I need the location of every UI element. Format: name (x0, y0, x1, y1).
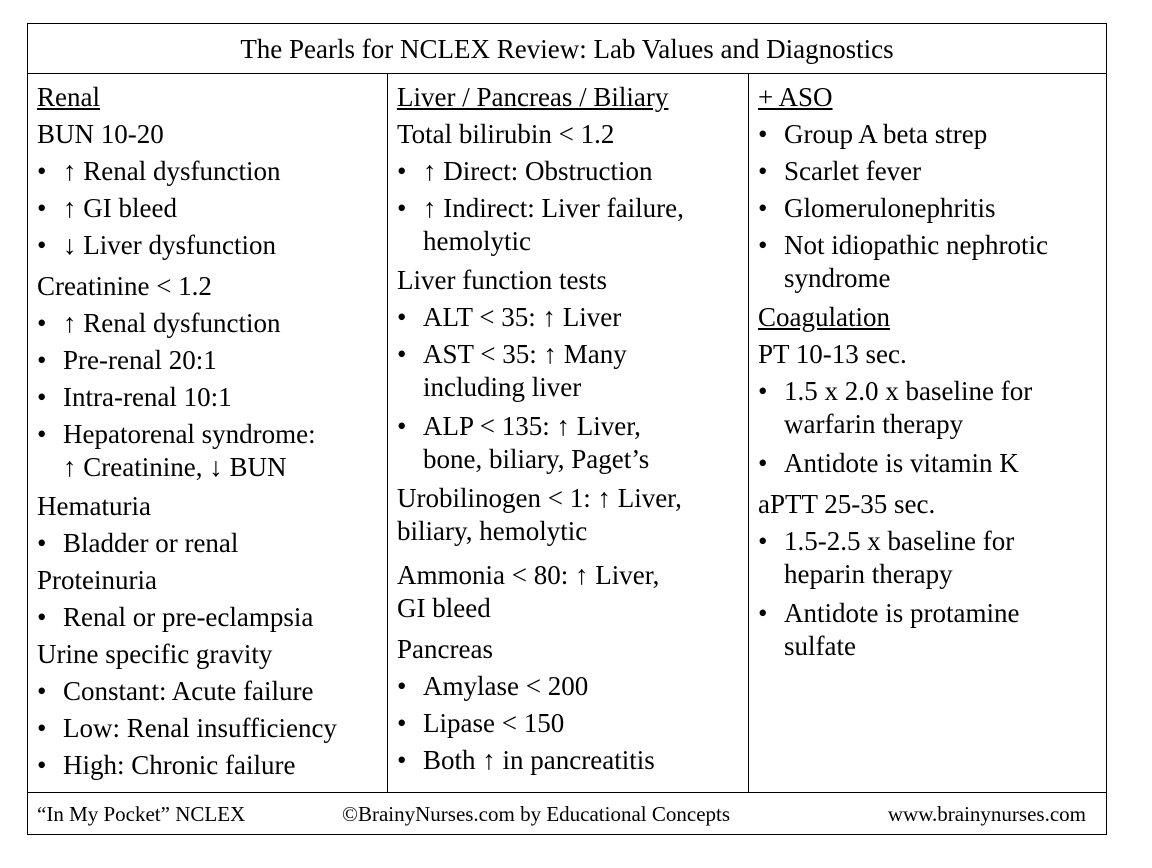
nephrotic-line-2: syndrome (784, 263, 891, 293)
page-title: The Pearls for NCLEX Review: Lab Values and Diagnostics (28, 24, 1106, 74)
list-item: • ↑ Renal dysfunction (37, 155, 387, 192)
indirect-line-2: hemolytic (423, 226, 531, 256)
nephrotic-line-1: • Not idiopathic nephrotic (784, 230, 1048, 260)
renal-header: Renal (37, 82, 100, 112)
hepatorenal-line-2: ↑ Creatinine, ↓ BUN (63, 452, 287, 482)
coagulation-header: Coagulation (758, 302, 890, 332)
list-item: • ↑ Direct: Obstruction (397, 155, 748, 192)
lft-label: Liver function tests (397, 265, 607, 295)
bilirubin-label: Total bilirubin < 1.2 (397, 119, 615, 149)
aptt-line-1: • 1.5-2.5 x baseline for (784, 526, 1015, 556)
list-item: • Lipase < 150 (397, 707, 748, 744)
footer (28, 792, 1106, 834)
hepatorenal-line-1: • Hepatorenal syndrome: (63, 419, 316, 449)
list-item: • ↑ GI bleed (37, 192, 387, 229)
list-item: • Pre-renal 20:1 (37, 344, 387, 381)
list-item: • ↓ Liver dysfunction (37, 229, 387, 266)
pt-label: PT 10-13 sec. (758, 339, 907, 369)
creatinine-label: Creatinine < 1.2 (37, 271, 212, 301)
indirect-line-1: • ↑ Indirect: Liver failure, (423, 193, 684, 223)
footer-left: “In My Pocket” NCLEX (37, 802, 246, 826)
pt-line-1: • 1.5 x 2.0 x baseline for (784, 376, 1033, 406)
list-item: • Amylase < 200 (397, 670, 748, 707)
list-item: • Both ↑ in pancreatitis (397, 744, 748, 781)
list-item (758, 229, 1106, 301)
list-item (37, 418, 387, 490)
list-item (758, 525, 1106, 597)
list-item: • Bladder or renal (37, 527, 387, 564)
ammonia-line-2: GI bleed (397, 593, 491, 623)
list-item: • ALT < 35: ↑ Liver (397, 301, 748, 338)
list-item: • Renal or pre-eclampsia (37, 601, 387, 638)
list-item: • Constant: Acute failure (37, 675, 387, 712)
urobilinogen-block (397, 482, 748, 559)
aso-coag-column (749, 74, 1106, 792)
list-item (397, 410, 748, 482)
list-item: • Intra-renal 10:1 (37, 381, 387, 418)
usg-label: Urine specific gravity (37, 639, 273, 669)
bun-label: BUN 10-20 (37, 119, 164, 149)
aptt-line-4: sulfate (784, 631, 856, 661)
list-item: • ↑ Renal dysfunction (37, 307, 387, 344)
footer-copyright: ©BrainyNurses.com by Educational Concepts (342, 802, 731, 826)
list-item (758, 375, 1106, 447)
aptt-label: aPTT 25-35 sec. (758, 489, 936, 519)
aptt-line-3: • Antidote is protamine (784, 598, 1020, 628)
list-item: • High: Chronic failure (37, 749, 387, 786)
ast-line-1: • AST < 35: ↑ Many (423, 339, 627, 369)
footer-website: www.brainynurses.com (887, 802, 1086, 826)
hematuria-label: Hematuria (37, 491, 151, 521)
pearls-card (27, 23, 1107, 835)
liver-header: Liver / Pancreas / Biliary (397, 82, 669, 112)
list-item: • Low: Renal insufficiency (37, 712, 387, 749)
list-item (758, 597, 1106, 669)
alp-line-1: • ALP < 135: ↑ Liver, (423, 411, 641, 441)
ammonia-line-1: Ammonia < 80: ↑ Liver, (397, 560, 660, 590)
aptt-line-2: heparin therapy (784, 559, 953, 589)
alp-line-2: bone, biliary, Paget’s (423, 444, 650, 474)
pancreas-label: Pancreas (397, 634, 493, 664)
list-item: • Group A beta strep (758, 118, 1106, 155)
pt-line-2: warfarin therapy (784, 409, 964, 439)
urobilinogen-line-2: biliary, hemolytic (397, 516, 588, 546)
renal-column (28, 74, 388, 792)
list-item: • Antidote is vitamin K (758, 447, 1106, 484)
list-item (397, 192, 748, 264)
urobilinogen-line-1: Urobilinogen < 1: ↑ Liver, (397, 483, 682, 513)
ast-line-2: including liver (423, 372, 582, 402)
list-item: • Scarlet fever (758, 155, 1106, 192)
aso-header: + ASO (758, 82, 833, 112)
ammonia-block (397, 559, 748, 633)
proteinuria-label: Proteinuria (37, 565, 157, 595)
list-item: • Glomerulonephritis (758, 192, 1106, 229)
liver-column (388, 74, 749, 792)
list-item (397, 338, 748, 410)
